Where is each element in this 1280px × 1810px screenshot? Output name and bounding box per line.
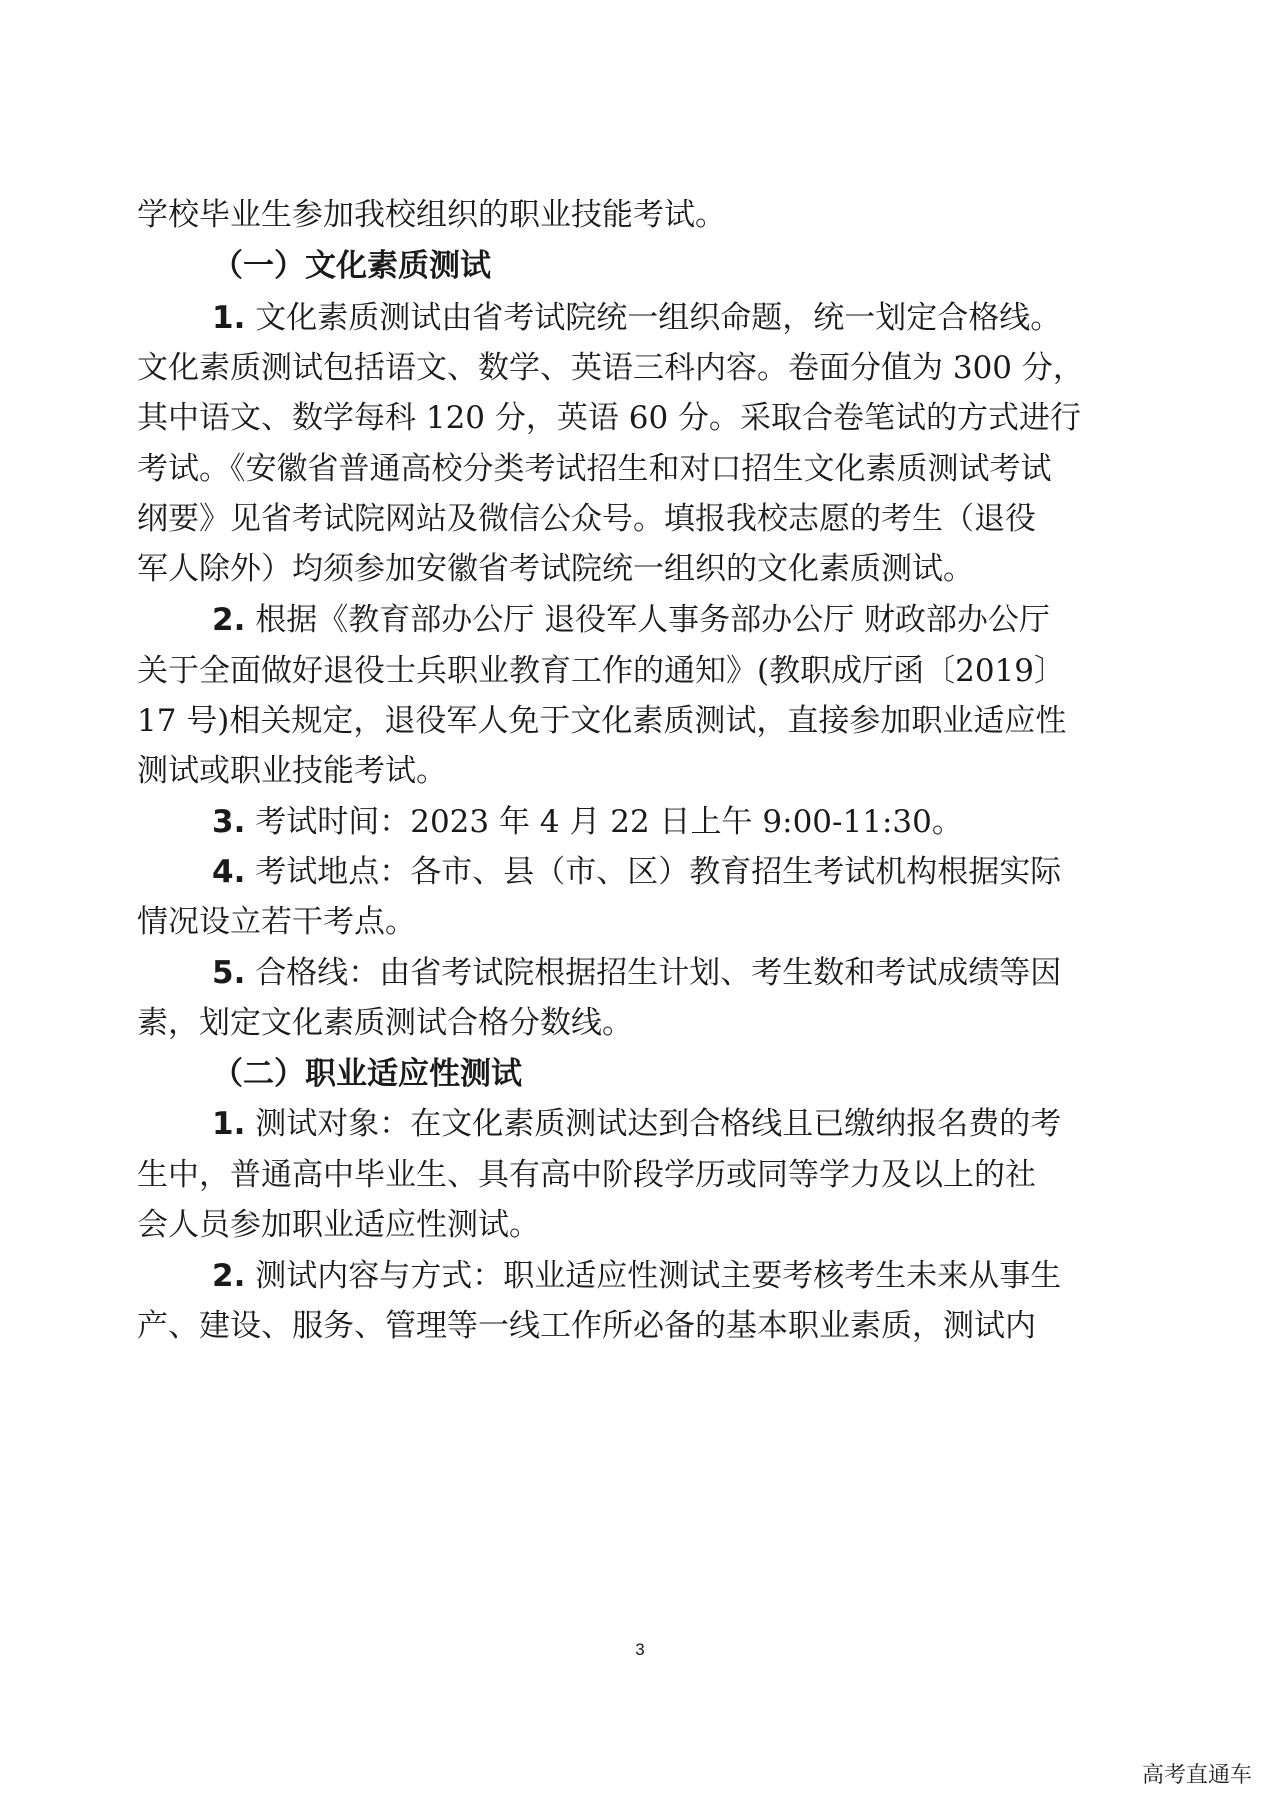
- text-line: 其中语文、数学每科 120 分，英语 60 分。采取合卷笔试的方式进行: [137, 400, 1082, 436]
- text-line: 情况设立若干考点。: [137, 904, 416, 940]
- list-number: 2.: [212, 602, 246, 638]
- text-line: 素，划定文化素质测试合格分数线。: [137, 1005, 633, 1041]
- list-number: 5.: [212, 955, 246, 991]
- list-number: 2.: [212, 1258, 246, 1294]
- list-number: 1.: [212, 300, 246, 336]
- paragraph-3-line: 3. 考试时间：2023 年 4 月 22 日上午 9:00-11:30。: [212, 804, 963, 840]
- text-line: 会人员参加职业适应性测试。: [137, 1207, 540, 1243]
- paragraph-2-first-line: 2. 根据《教育部办公厅 退役军人事务部办公厅 财政部办公厅: [212, 602, 1050, 638]
- text-line: 17 号)相关规定，退役军人免于文化素质测试，直接参加职业适应性: [137, 703, 1067, 739]
- text-line: 文化素质测试包括语文、数学、英语三科内容。卷面分值为 300 分，: [137, 350, 1084, 386]
- text-line: 学校毕业生参加我校组织的职业技能考试。: [137, 197, 726, 233]
- text-line: 纲要》见省考试院网站及微信公众号。填报我校志愿的考生（退役: [137, 501, 1036, 537]
- text-line: 产、建设、服务、管理等一线工作所必备的基本职业素质，测试内: [137, 1308, 1036, 1344]
- paragraph-1-first-line: 1. 文化素质测试由省考试院统一组织命题，统一划定合格线。: [212, 300, 1062, 336]
- section-heading-1: （一）文化素质测试: [212, 248, 491, 284]
- paragraph-4-first-line: 4. 考试地点：各市、县（市、区）教育招生考试机构根据实际: [212, 854, 1062, 890]
- list-number: 4.: [212, 854, 246, 890]
- page-number: 3: [635, 1640, 645, 1659]
- source-watermark: 高考直通车: [1141, 1763, 1252, 1788]
- paragraph-7-first-line: 2. 测试内容与方式：职业适应性测试主要考核考生未来从事生: [212, 1258, 1062, 1294]
- text-line: 测试或职业技能考试。: [137, 753, 447, 789]
- section-heading-2: （二）职业适应性测试: [212, 1056, 522, 1092]
- text-line: 生中，普通高中毕业生、具有高中阶段学历或同等学力及以上的社: [137, 1157, 1036, 1193]
- list-number: 1.: [212, 1106, 246, 1142]
- text-line: 考试。《安徽省普通高校分类考试招生和对口招生文化素质测试考试: [137, 451, 1052, 487]
- paragraph-6-first-line: 1. 测试对象：在文化素质测试达到合格线且已缴纳报名费的考: [212, 1106, 1062, 1142]
- paragraph-5-first-line: 5. 合格线：由省考试院根据招生计划、考生数和考试成绩等因: [212, 955, 1062, 991]
- text-line: 关于全面做好退役士兵职业教育工作的通知》(教职成厅函〔2019〕: [137, 653, 1065, 689]
- list-number: 3.: [212, 804, 246, 840]
- text-line: 军人除外）均须参加安徽省考试院统一组织的文化素质测试。: [137, 551, 974, 587]
